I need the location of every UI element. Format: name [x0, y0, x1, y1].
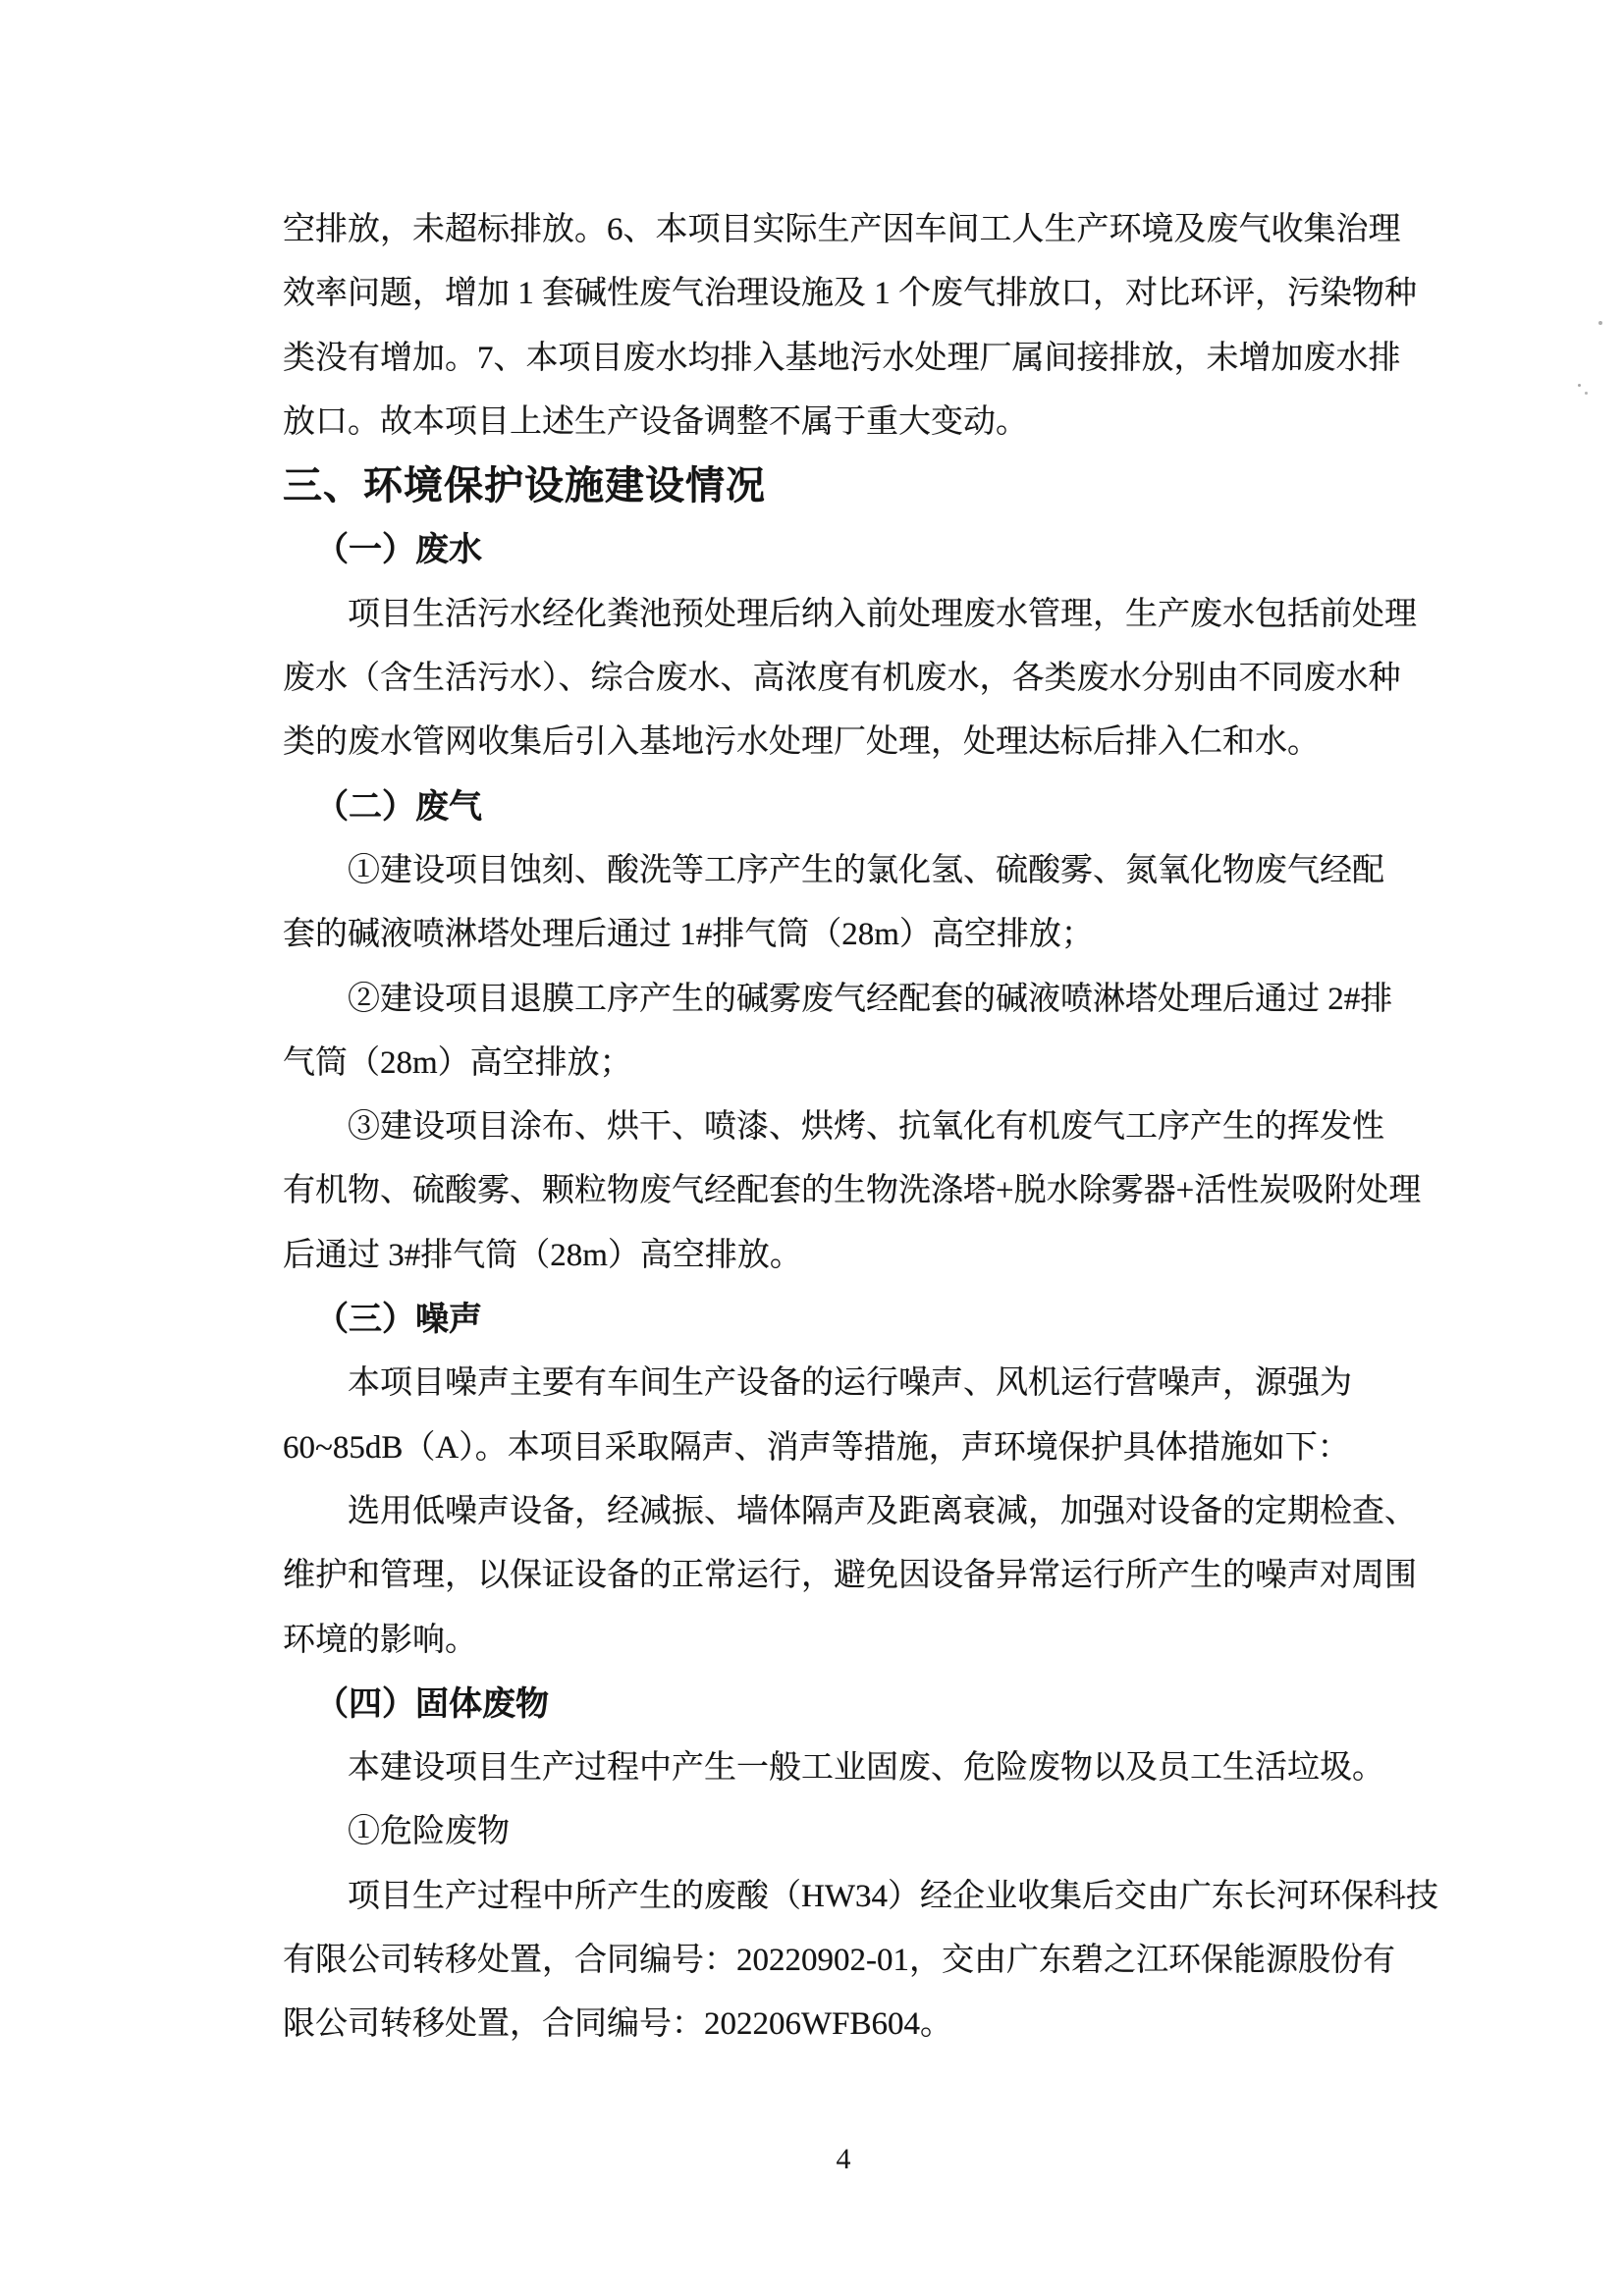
subsection-heading: （三）噪声: [315, 1302, 482, 1339]
text-line: 有限公司转移处置，合同编号：20220902-01，交由广东碧之江环保能源股份有: [283, 1943, 1395, 1979]
text-line: 后通过 3#排气筒（28m）高空排放。: [283, 1237, 802, 1273]
paragraph-first-line: 本建设项目生产过程中产生一般工业固废、危险废物以及员工生活垃圾。: [348, 1750, 1384, 1787]
paragraph-first-line: 选用低噪声设备，经减振、墙体隔声及距离衰减，加强对设备的定期检查、: [348, 1493, 1417, 1529]
text-line: 有机物、硫酸雾、颗粒物废气经配套的生物洗涤塔+脱水除雾器+活性炭吸附处理: [283, 1173, 1422, 1209]
paragraph-first-line: 项目生产过程中所产生的废酸（HW34）经企业收集后交由广东长河环保科技: [348, 1878, 1438, 1914]
text-line: 套的碱液喷淋塔处理后通过 1#排气筒（28m）高空排放；: [283, 917, 1094, 953]
scan-speck: [1598, 321, 1602, 325]
text-line: 类没有增加。7、本项目废水均排入基地污水处理厂属间接排放，未增加废水排: [283, 340, 1401, 376]
text-line: 废水（含生活污水）、综合废水、高浓度有机废水，各类废水分别由不同废水种: [283, 661, 1401, 697]
subsection-heading: （四）固体废物: [315, 1685, 549, 1723]
paragraph-first-line: ②建设项目退膜工序产生的碱雾废气经配套的碱液喷淋塔处理后通过 2#排: [348, 981, 1393, 1017]
text-line: 效率问题，增加 1 套碱性废气治理设施及 1 个废气排放口，对比环评，污染物种: [283, 276, 1417, 312]
section-heading: 三、环境保护设施建设情况: [283, 464, 766, 508]
paragraph-first-line: ①建设项目蚀刻、酸洗等工序产生的氯化氢、硫酸雾、氮氧化物废气经配: [348, 852, 1384, 888]
paragraph-first-line: 本项目噪声主要有车间生产设备的运行噪声、风机运行营噪声，源强为: [348, 1365, 1352, 1402]
text-line: 气筒（28m）高空排放；: [283, 1044, 632, 1081]
text-line: 类的废水管网收集后引入基地污水处理厂处理，处理达标后排入仁和水。: [283, 724, 1320, 761]
paragraph-first-line: 项目生活污水经化粪池预处理后纳入前处理废水管理，生产废水包括前处理: [348, 596, 1417, 632]
text-line: 环境的影响。: [283, 1622, 477, 1658]
subsection-heading: （二）废气: [315, 788, 482, 826]
text-line: 60~85dB（A）。本项目采取隔声、消声等措施，声环境保护具体措施如下：: [283, 1429, 1350, 1466]
subsection-heading: （一）废水: [315, 532, 482, 569]
page-number: 4: [836, 2143, 851, 2175]
paragraph-first-line: ①危险废物: [348, 1814, 510, 1850]
paragraph-first-line: ③建设项目涂布、烘干、喷漆、烘烤、抗氧化有机废气工序产生的挥发性: [348, 1109, 1384, 1146]
text-line: 维护和管理，以保证设备的正常运行，避免因设备异常运行所产生的噪声对周围: [283, 1558, 1417, 1594]
text-line: 放口。故本项目上述生产设备调整不属于重大变动。: [283, 403, 1028, 440]
scan-speck: [1578, 384, 1581, 387]
scan-speck: [1585, 392, 1588, 395]
text-line: 空排放，未超标排放。6、本项目实际生产因车间工人生产环境及废气收集治理: [283, 212, 1401, 247]
text-line: 限公司转移处置，合同编号：202206WFB604。: [283, 2006, 953, 2043]
document-body: [283, 198, 1500, 2057]
